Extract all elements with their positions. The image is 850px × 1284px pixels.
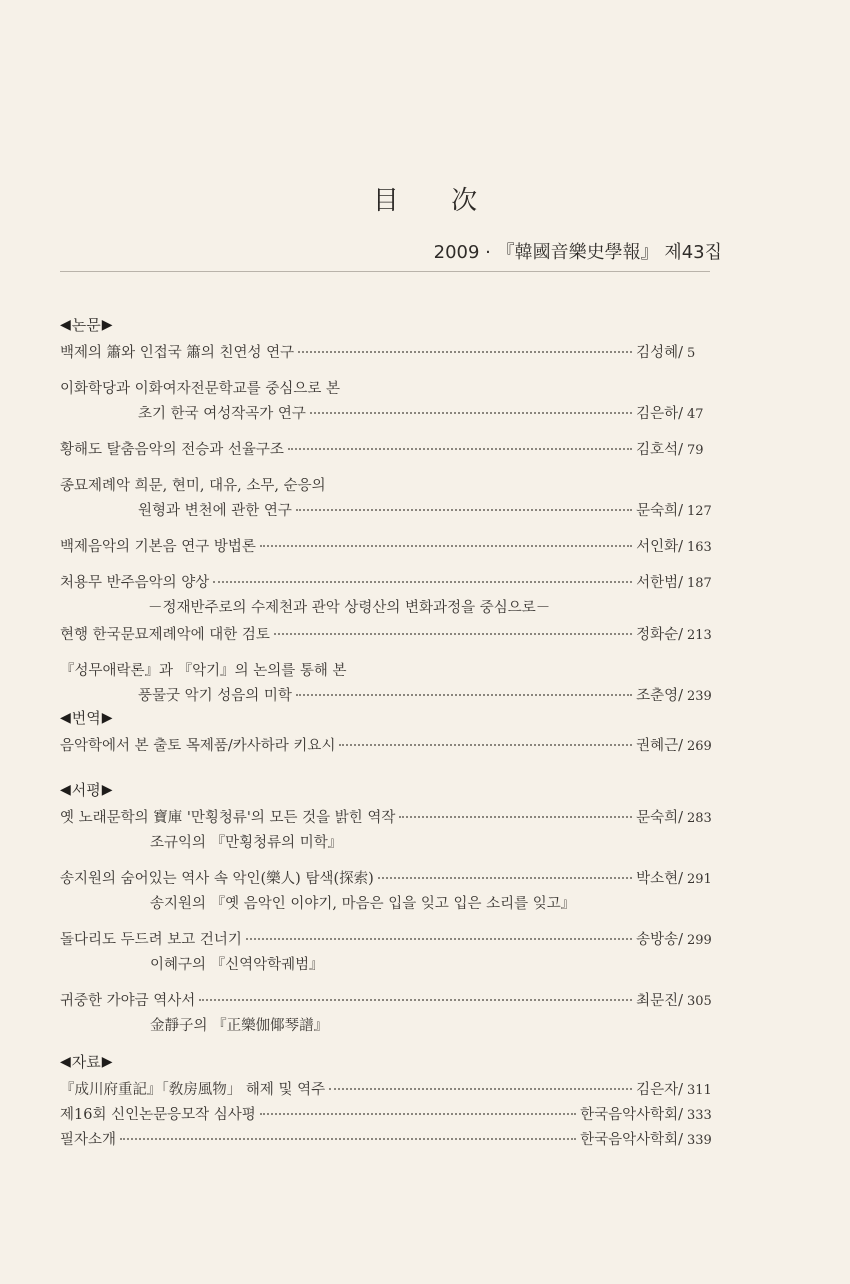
section-header: ◀ 자료 ▶ [60,1050,715,1074]
leader-dots [399,816,632,818]
divider [60,271,710,272]
leader-dots [296,509,632,511]
toc-entry[interactable]: 필자소개 한국음악사학회/ 339 [60,1132,712,1148]
arrow-left-icon: ◀ [60,782,71,798]
section-header: ◀ 논문 ▶ [60,313,715,337]
leader-dots [274,633,632,635]
toc-entry[interactable]: 황해도 탈춤음악의 전승과 선율구조 김호석/ 79 [60,442,704,458]
toc-entry[interactable]: 귀중한 가야금 역사서 최문진/ 305 [60,993,712,1009]
leader-dots [213,581,632,583]
toc-entry[interactable]: 옛 노래문학의 寶庫 '만횡청류'의 모든 것을 밝힌 역작 문숙희/ 283 [60,810,712,826]
arrow-left-icon: ◀ [60,710,71,726]
toc-entry[interactable]: 초기 한국 여성작곡가 연구 김은하/ 47 [138,406,704,422]
leader-dots [296,694,632,696]
leader-dots [288,448,632,450]
toc-entry[interactable]: 제16회 신인논문응모작 심사평 한국음악사학회/ 333 [60,1107,712,1123]
toc-entry-subtitle: 金靜子의 『正樂伽倻琴譜』 [150,1018,329,1034]
toc-entry-title: 『성무애락론』과 『악기』의 논의를 통해 본 [60,663,347,679]
leader-dots [199,999,632,1001]
section-header: ◀ 서평 ▶ [60,778,715,802]
leader-dots [339,744,632,746]
leader-dots [120,1138,576,1140]
arrow-left-icon: ◀ [60,317,71,333]
toc-entry[interactable]: 음악학에서 본 출토 목제품/카사하라 키요시 권혜근/ 269 [60,738,712,754]
leader-dots [310,412,632,414]
toc-entry[interactable]: 돌다리도 두드려 보고 건너기 송방송/ 299 [60,932,712,948]
toc-entry[interactable]: 송지원의 숨어있는 역사 속 악인(樂人) 탐색(探索) 박소현/ 291 [60,871,712,887]
toc-entry-title: 이화학당과 이화여자전문학교를 중심으로 본 [60,381,340,397]
toc-entry[interactable]: 『成川府重記』「敎房風物」 해제 및 역주 김은자/ 311 [60,1082,712,1098]
section-translation [60,706,715,759]
journal-issue: 2009 · 『韓國音樂史學報』 제43집 [433,242,722,263]
toc-entry-subtitle: 송지원의 『옛 음악인 이야기, 마음은 입을 잊고 입은 소리를 잊고』 [150,896,576,912]
toc-entry[interactable]: 풍물굿 악기 성음의 미학 조춘영/ 239 [138,688,712,704]
arrow-right-icon: ▶ [101,782,113,798]
section-papers [60,313,715,709]
leader-dots [329,1088,632,1090]
toc-entry[interactable]: 처용무 반주음악의 양상 서한범/ 187 [60,575,712,591]
leader-dots [260,545,632,547]
leader-dots [298,351,632,353]
toc-entry-subtitle: －정재반주로의 수제천과 관악 상령산의 변화과정을 중심으로－ [148,600,551,616]
leader-dots [378,877,632,879]
section-header: ◀ 번역 ▶ [60,706,715,730]
section-reviews [60,778,715,1039]
toc-entry[interactable]: 현행 한국문묘제례악에 대한 검토 정화순/ 213 [60,627,712,643]
toc-entry-title: 종묘제례악 희문, 현미, 대유, 소무, 순응의 [60,478,326,494]
arrow-left-icon: ◀ [60,1054,71,1070]
page-title: 目 次 [372,186,500,216]
arrow-right-icon: ▶ [101,710,113,726]
section-materials [60,1050,715,1153]
toc-entry-subtitle: 조규익의 『만횡청류의 미학』 [150,835,343,851]
leader-dots [246,938,632,940]
arrow-right-icon: ▶ [101,317,113,333]
arrow-right-icon: ▶ [101,1054,113,1070]
leader-dots [260,1113,576,1115]
toc-entry[interactable]: 백제의 簫와 인접국 簫의 친연성 연구 김성혜/ 5 [60,345,696,361]
toc-entry[interactable]: 백제음악의 기본음 연구 방법론 서인화/ 163 [60,539,712,555]
toc-entry-subtitle: 이혜구의 『신역악학궤범』 [150,957,324,973]
toc-entry[interactable]: 원형과 변천에 관한 연구 문숙희/ 127 [138,503,712,519]
